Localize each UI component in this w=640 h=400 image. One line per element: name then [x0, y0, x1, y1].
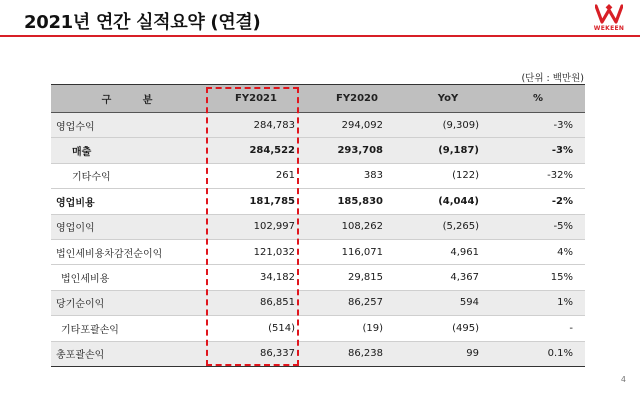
- cell-yoy: 594: [405, 290, 491, 315]
- cell-fy2021: (514): [203, 316, 309, 341]
- cell-fy2020: 29,815: [309, 265, 405, 290]
- company-logo: [592, 4, 626, 34]
- cell-fy2020: 86,238: [309, 341, 405, 366]
- cell-fy2021: 86,851: [203, 290, 309, 315]
- cell-percent: 15%: [491, 265, 585, 290]
- row-label: 기타포괄손익: [51, 316, 203, 341]
- cell-fy2021: 34,182: [203, 265, 309, 290]
- cell-fy2021: 181,785: [203, 189, 309, 214]
- table-row: [51, 265, 585, 290]
- cell-percent: 0.1%: [491, 341, 585, 366]
- cell-fy2021: 284,783: [203, 113, 309, 138]
- cell-fy2020: 86,257: [309, 290, 405, 315]
- row-label: 영업비용: [51, 189, 203, 214]
- row-label: 총포괄손익: [51, 341, 203, 366]
- page-title: 2021년 연간 실적요약 (연결): [24, 12, 261, 33]
- cell-fy2021: 86,337: [203, 341, 309, 366]
- cell-fy2020: 293,708: [309, 138, 405, 163]
- cell-fy2020: 294,092: [309, 113, 405, 138]
- cell-fy2021: 284,522: [203, 138, 309, 163]
- table-row: [51, 113, 585, 138]
- performance-table: [51, 84, 585, 367]
- header-yoy: YoY: [405, 85, 491, 113]
- cell-fy2020: 116,071: [309, 239, 405, 264]
- table-row: [51, 214, 585, 239]
- row-label: 기타수익: [51, 163, 203, 188]
- cell-percent: -3%: [491, 113, 585, 138]
- row-label: 법인세비용차감전순이익: [51, 239, 203, 264]
- table-row: [51, 189, 585, 214]
- cell-yoy: (9,187): [405, 138, 491, 163]
- row-label: 영업이익: [51, 214, 203, 239]
- cell-fy2020: 383: [309, 163, 405, 188]
- cell-percent: -3%: [491, 138, 585, 163]
- cell-yoy: 99: [405, 341, 491, 366]
- table-row: [51, 239, 585, 264]
- cell-fy2021: 102,997: [203, 214, 309, 239]
- logo-wordmark: WEKEEN: [593, 25, 625, 32]
- cell-fy2020: 185,830: [309, 189, 405, 214]
- cell-yoy: (9,309): [405, 113, 491, 138]
- cell-yoy: 4,367: [405, 265, 491, 290]
- table-row: [51, 290, 585, 315]
- cell-yoy: (4,044): [405, 189, 491, 214]
- cell-fy2021: 121,032: [203, 239, 309, 264]
- row-label: 법인세비용: [51, 265, 203, 290]
- table-row: [51, 316, 585, 341]
- table-row: [51, 138, 585, 163]
- cell-yoy: (495): [405, 316, 491, 341]
- table-header-row: [51, 85, 585, 113]
- cell-fy2021: 261: [203, 163, 309, 188]
- page-number: 4: [620, 375, 626, 384]
- row-label: 당기순이익: [51, 290, 203, 315]
- header-fy2021: FY2021: [203, 85, 309, 113]
- cell-percent: -2%: [491, 189, 585, 214]
- cell-percent: 4%: [491, 239, 585, 264]
- header-percent: %: [491, 85, 585, 113]
- cell-yoy: 4,961: [405, 239, 491, 264]
- cell-yoy: (5,265): [405, 214, 491, 239]
- cell-percent: 1%: [491, 290, 585, 315]
- header-fy2020: FY2020: [309, 85, 405, 113]
- cell-fy2020: (19): [309, 316, 405, 341]
- title-divider: [0, 35, 640, 37]
- table-row: [51, 341, 585, 366]
- cell-fy2020: 108,262: [309, 214, 405, 239]
- cell-yoy: (122): [405, 163, 491, 188]
- row-label: 매출: [51, 138, 203, 163]
- cell-percent: -: [491, 316, 585, 341]
- header-category: 구 분: [51, 85, 203, 113]
- table-row: [51, 163, 585, 188]
- row-label: 영업수익: [51, 113, 203, 138]
- cell-percent: -32%: [491, 163, 585, 188]
- unit-label: (단위 : 백만원): [521, 73, 584, 84]
- cell-percent: -5%: [491, 214, 585, 239]
- logo-mark-icon: [595, 4, 623, 24]
